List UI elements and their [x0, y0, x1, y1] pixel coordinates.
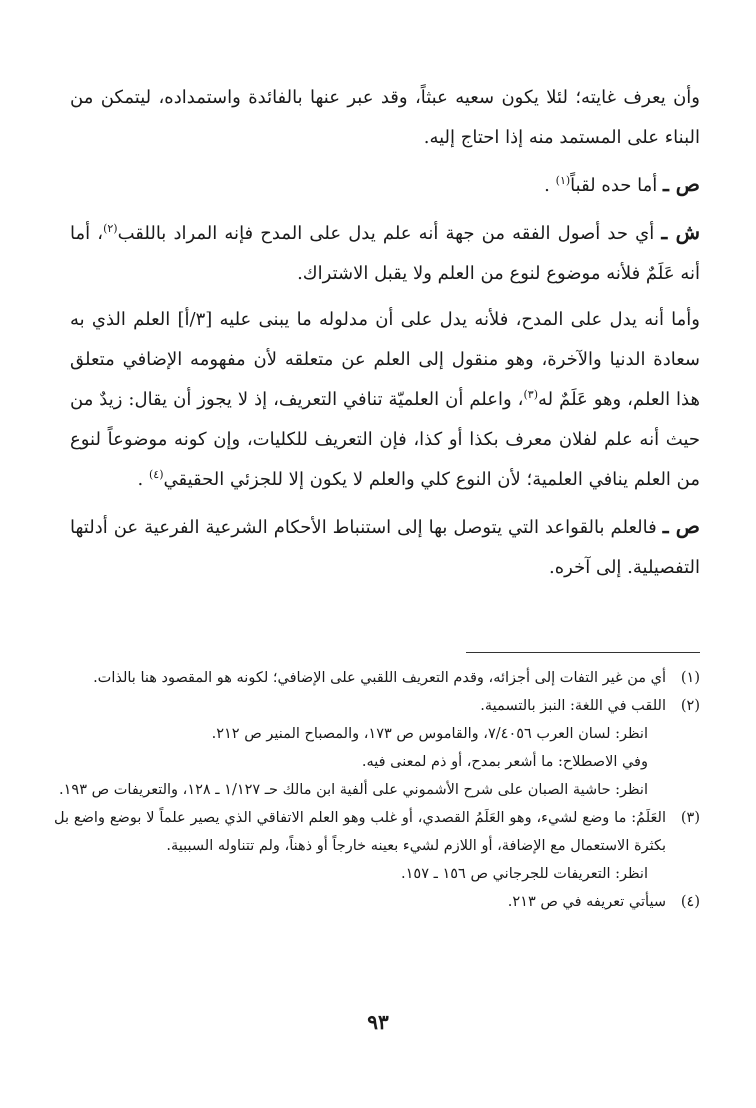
- paragraph-3-text-a: أي حد أصول الفقه من جهة أنه علم يدل على المدح فإنه المراد باللقب: [117, 223, 655, 244]
- footnote-divider: [466, 652, 700, 653]
- shin-marker: ش ـ: [661, 220, 700, 244]
- paragraph-2-end: .: [544, 175, 550, 196]
- footnote-3: [54, 804, 700, 888]
- paragraph-1: [70, 78, 700, 158]
- paragraph-4-text-a: وأما أنه يدل على المدح، فلأنه يدل على أن مدلوله ما يبنى عليه [٣/أ] العلم الذي به سعادة الدنيا والآخرة، وهو منقول إلى العلم عن متعلقه لأن مفهومه الإضافي متعلق هذا العلم، وهو عَلَمٌ له: [70, 309, 700, 410]
- footnote-line: اللقب في اللغة: النبز بالتسمية.: [480, 698, 666, 714]
- footnote-line: سيأتي تعريفه في ص ٢١٣.: [507, 894, 666, 910]
- footnote-ref-4[interactable]: (٤): [148, 468, 164, 481]
- footnote-ref-2[interactable]: (٢): [103, 222, 118, 235]
- footnote-line: انظر: حاشية الصبان على شرح الأشموني على ألفية ابن مالك حـ ١/١٢٧ ـ ١٢٨، والتعريفات ص ١٩٣.: [59, 782, 648, 798]
- footnote-line: أي من غير التفات إلى أجزائه، وقدم التعريف اللقبي على الإضافي؛ لكونه هو المقصود هنا بالذات.: [93, 670, 666, 686]
- sad-marker: ص ـ: [662, 172, 700, 196]
- paragraph-4-end: .: [137, 469, 144, 490]
- footnote-2: [54, 692, 700, 804]
- paragraph-2: [70, 164, 700, 206]
- page-number: ٩٣: [367, 1010, 389, 1034]
- footnote-line: انظر: التعريفات للجرجاني ص ١٥٦ ـ ١٥٧.: [401, 866, 648, 882]
- footnote-number: (٣): [680, 810, 700, 826]
- footnote-number: (١): [680, 670, 700, 686]
- paragraph-3-text-b: ، أما أنه عَلَمٌ فلأنه موضوع لنوع من العلم ولا يقبل الاشتراك.: [70, 223, 700, 284]
- footnote-ref-3[interactable]: (٣): [523, 388, 538, 401]
- footnote-1: [54, 664, 700, 692]
- footnote-ref-1[interactable]: (١): [555, 174, 571, 187]
- paragraph-5-text: فالعلم بالقواعد التي يتوصل بها إلى استنباط الأحكام الشرعية الفرعية عن أدلتها التفصيلية. إلى آخره.: [70, 517, 700, 578]
- footnote-number: (٤): [680, 894, 700, 910]
- paragraph-4-text-b: ، واعلم أن العلميّة تنافي التعريف، إذ لا يجوز أن يقال: زيدٌ من حيث أنه علم لفلان معرف بكذا أو كذا، فإن التعريف للكليات، وإن كونه موضوعاً لنوع من العلم ينافي العلمية؛ لأن النوع كلي والعلم لا يكون إلا للجزئي الحقيقي: [70, 389, 700, 490]
- footnote-line: وفي الاصطلاح: ما أشعر بمدح، أو ذم لمعنى فيه.: [361, 754, 648, 770]
- sad-marker-2: ص ـ: [662, 514, 700, 538]
- main-text: [70, 78, 700, 594]
- footnote-line: العَلَمُ: ما وضع لشيء، وهو العَلَمُ القصدي، أو غلب وهو العلم الاتفاقي الذي يصير علماً لا بوضع واضع بل بكثرة الاستعمال مع الإضافة، أو اللازم لشيء بعينه خارجاً أو ذهناً، ولم تتناوله السببية.: [54, 810, 666, 854]
- footnote-number: (٢): [680, 698, 700, 714]
- paragraph-5: [70, 506, 700, 588]
- paragraph-2-text: أما حده لقباً: [570, 175, 658, 196]
- paragraph-1-text: وأن يعرف غايته؛ لئلا يكون سعيه عبثاً، وقد عبر عنها بالفائدة واستمداده، ليتمكن من البناء على المستمد منه إذا احتاج إليه.: [70, 87, 700, 148]
- footnote-4: [54, 888, 700, 916]
- paragraph-3: [70, 212, 700, 294]
- footnotes: [54, 664, 700, 916]
- footnote-line: انظر: لسان العرب ٧/٤٠٥٦، والقاموس ص ١٧٣، والمصباح المنير ص ٢١٢.: [211, 726, 648, 742]
- paragraph-4: [70, 300, 700, 500]
